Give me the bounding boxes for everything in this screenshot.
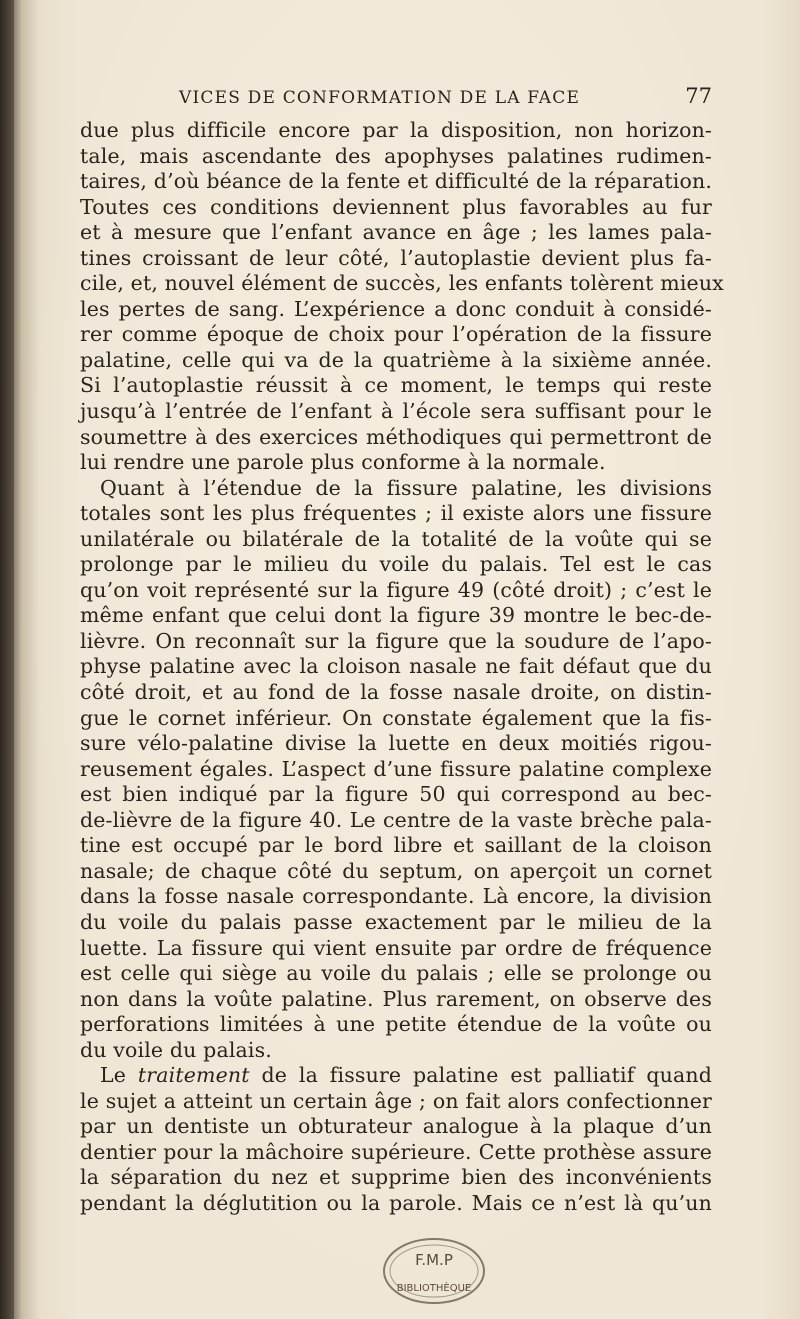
text-line: taires, d’où béance de la fente et difficulté de la réparation. bbox=[80, 169, 712, 194]
text-line: et à mesure que l’enfant avance en âge ; les lames pala- bbox=[80, 220, 712, 245]
stamp-bottom-text: BIBLIOTHÈQUE bbox=[396, 1283, 472, 1294]
text-line: physe palatine avec la cloison nasale ne fait défaut que du bbox=[80, 654, 712, 679]
text-line: est bien indiqué par la figure 50 qui correspond au bec- bbox=[80, 782, 712, 807]
text-line: sure vélo-palatine divise la luette en deux moitiés rigou- bbox=[80, 731, 712, 756]
text-line: du voile du palais passe exactement par le milieu de la bbox=[80, 909, 712, 934]
text-line: jusqu’à l’entrée de l’enfant à l’école sera suffisant pour le bbox=[80, 399, 712, 424]
library-stamp bbox=[380, 1235, 488, 1307]
page-number: 77 bbox=[685, 84, 712, 108]
text-line: rer comme époque de choix pour l’opération de la fissure bbox=[80, 322, 712, 347]
text-line: dentier pour la mâchoire supérieure. Cette prothèse assure bbox=[80, 1139, 712, 1164]
text-line: Si l’autoplastie réussit à ce moment, le temps qui reste bbox=[80, 373, 712, 398]
text-segment: de la fissure palatine est palliatif quand bbox=[249, 1063, 712, 1088]
text-line: soumettre à des exercices méthodiques qui permettront de bbox=[80, 424, 712, 449]
text-line: les pertes de sang. L’expérience a donc conduit à considé- bbox=[80, 296, 712, 321]
text-line: le sujet a atteint un certain âge ; on fait alors confectionner bbox=[80, 1088, 712, 1113]
text-line: côté droit, et au fond de la fosse nasale droite, on distin- bbox=[80, 680, 712, 705]
text-line: est celle qui siège au voile du palais ; elle se prolonge ou bbox=[80, 961, 712, 986]
library-stamp-seal bbox=[380, 1235, 488, 1307]
text-line: même enfant que celui dont la figure 39 montre le bec-de- bbox=[80, 603, 712, 628]
text-line: non dans la voûte palatine. Plus rarement, on observe des bbox=[80, 986, 712, 1011]
text-line: qu’on voit représenté sur la figure 49 (côté droit) ; c’est le bbox=[80, 577, 712, 602]
page-header bbox=[80, 84, 712, 114]
text-line: tale, mais ascendante des apophyses palatines rudimen- bbox=[80, 143, 712, 168]
text-line: cile, et, nouvel élément de succès, les enfants tolèrent mieux bbox=[80, 271, 724, 296]
running-title: VICES DE CONFORMATION DE LA FACE bbox=[179, 88, 581, 108]
emphasized-term: traitement bbox=[137, 1063, 250, 1088]
text-line: totales sont les plus fréquentes ; il existe alors une fissure bbox=[80, 501, 712, 526]
book-gutter-shadow bbox=[0, 0, 14, 1319]
text-line: luette. La fissure qui vient ensuite par ordre de fréquence bbox=[80, 935, 712, 960]
text-line: perforations limitées à une petite étendue de la voûte ou bbox=[80, 1012, 712, 1037]
body-text bbox=[80, 118, 724, 1217]
text-line: du voile du palais. bbox=[80, 1037, 272, 1062]
text-line: nasale; de chaque côté du septum, on aperçoit un cornet bbox=[80, 858, 712, 883]
text-line: tines croissant de leur côté, l’autoplastie devient plus fa- bbox=[80, 245, 712, 270]
text-line: tine est occupé par le bord libre et saillant de la cloison bbox=[80, 833, 712, 858]
text-line: lièvre. On reconnaît sur la figure que la soudure de l’apo- bbox=[80, 628, 712, 653]
text-line: de-lièvre de la figure 40. Le centre de la vaste brèche pala- bbox=[80, 807, 712, 832]
stamp-top-text: F.M.P bbox=[415, 1251, 453, 1269]
text-line: par un dentiste un obturateur analogue à la plaque d’un bbox=[80, 1114, 712, 1139]
text-line: la séparation du nez et supprime bien des inconvénients bbox=[80, 1165, 712, 1190]
text-line: prolonge par le milieu du voile du palais. Tel est le cas bbox=[80, 552, 712, 577]
text-line: unilatérale ou bilatérale de la totalité de la voûte qui se bbox=[80, 526, 712, 551]
text-line: lui rendre une parole plus conforme à la normale. bbox=[80, 450, 606, 475]
text-line: palatine, celle qui va de la quatrième à la sixième année. bbox=[80, 347, 712, 372]
text-line: due plus difficile encore par la disposition, non horizon- bbox=[80, 118, 712, 142]
text-segment: Le bbox=[100, 1063, 138, 1088]
text-line-with-emphasis bbox=[80, 1063, 712, 1089]
text-line: dans la fosse nasale correspondante. Là encore, la division bbox=[80, 884, 712, 909]
text-line: Toutes ces conditions deviennent plus favorables au fur bbox=[80, 194, 712, 219]
text-line: Quant à l’étendue de la fissure palatine, les divisions bbox=[100, 475, 712, 500]
text-line: gue le cornet inférieur. On constate également que la fis- bbox=[80, 705, 712, 730]
text-line: pendant la déglutition ou la parole. Mais ce n’est là qu’un bbox=[80, 1190, 712, 1215]
text-line: reusement égales. L’aspect d’une fissure palatine complexe bbox=[80, 756, 712, 781]
